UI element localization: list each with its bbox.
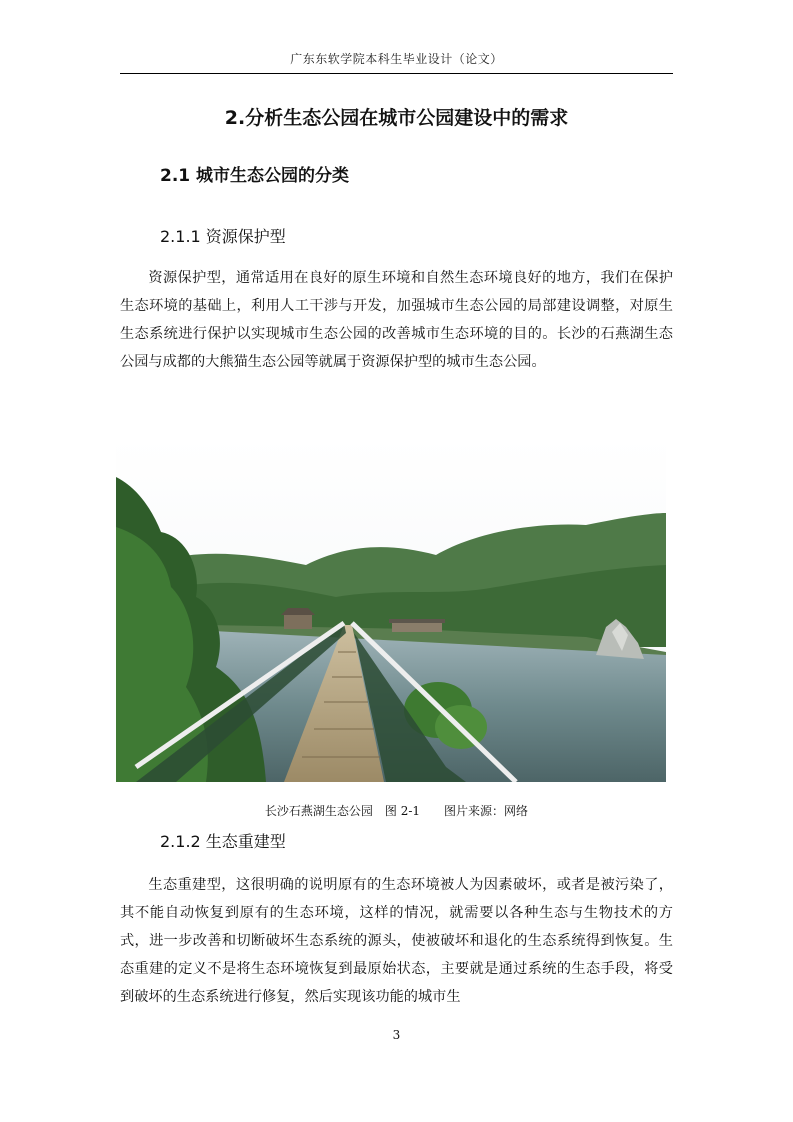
park-photo bbox=[116, 437, 666, 782]
page-number: 3 bbox=[392, 1028, 401, 1042]
section-title: 2.分析生态公园在城市公园建设中的需求 bbox=[224, 107, 569, 129]
paragraph-ecological-reconstruction: 生态重建型，这很明确的说明原有的生态环境被人为因素破坏，或者是被污染了，其不能自动恢复到原有的生态环境，这样的情况，就需要以各种生态与生物技术的方式，进一步改善和切断破坏生态系统的源头，使被破坏和退化的生态系统得到恢复。生态重建的定义不是将生态环境恢复到最原始状态，主要就是通过系统的生态手段，将受到破坏的生态系统进行修复，然后实现该功能的城市生 bbox=[120, 877, 673, 1005]
paragraph-resource-protection: 资源保护型，通常适用在良好的原生环境和自然生态环境良好的地方，我们在保护生态环境的基础上，利用人工干涉与开发，加强城市生态公园的局部建设调整，对原生生态系统进行保护以实现城市生态公园的改善城市生态环境的目的。长沙的石燕湖生态公园与成都的大熊猫生态公园等就属于资源保护型的城市生态公园。 bbox=[120, 270, 673, 370]
subsection-title: 2.1 城市生态公园的分类 bbox=[160, 166, 350, 186]
subsubsection-title-2-1-1: 2.1.1 资源保护型 bbox=[160, 227, 286, 246]
page-header: 广东东软学院本科生毕业设计（论文） bbox=[290, 52, 503, 66]
figure-caption: 长沙石燕湖生态公园 图 2-1 图片来源：网络 bbox=[264, 804, 529, 818]
subsubsection-title-2-1-2: 2.1.2 生态重建型 bbox=[160, 832, 286, 851]
header-divider bbox=[120, 73, 673, 74]
